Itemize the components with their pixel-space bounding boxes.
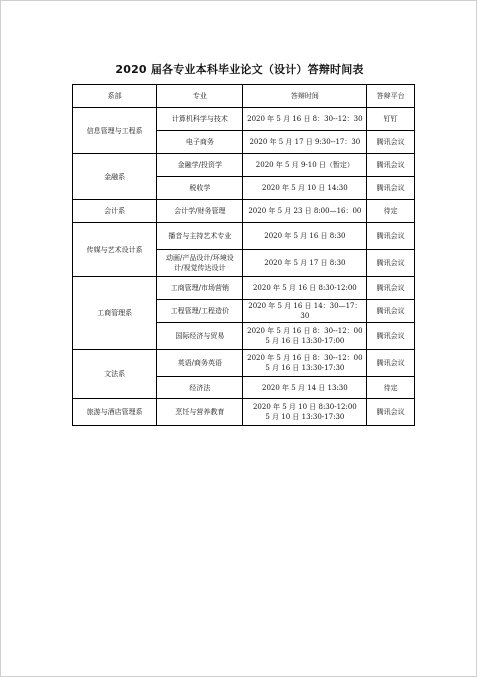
time-cell	[243, 399, 367, 426]
time-line: 2020 年 5 月 10 日 8:30-12:00	[252, 403, 357, 411]
major-line: 计/视觉传达设计	[174, 264, 226, 272]
dept-cell: 文法系	[73, 350, 157, 399]
column-header: 答辩时间	[243, 85, 367, 108]
major-cell: 金融学/投资学	[157, 154, 243, 177]
table-row	[73, 350, 415, 377]
time-cell	[243, 350, 367, 377]
major-cell: 计算机科学与技术	[157, 108, 243, 131]
column-header: 答辩平台	[367, 85, 415, 108]
table-row	[73, 154, 415, 177]
column-header: 专业	[157, 85, 243, 108]
time-cell: 2020 年 5 月 16 日 8：30--12：30	[243, 108, 367, 131]
platform-cell: 腾讯会议	[367, 177, 415, 200]
platform-cell: 腾讯会议	[367, 131, 415, 154]
major-cell: 英语/商务英语	[157, 350, 243, 377]
time-line: 5 月 16 日 13:30-17:30	[265, 364, 345, 372]
table-row	[73, 399, 415, 426]
major-cell: 工商管理/市场营销	[157, 277, 243, 300]
time-cell: 2020 年 5 月 10 日 14:30	[243, 177, 367, 200]
platform-cell: 腾讯会议	[367, 323, 415, 350]
time-line: 5 月 16 日 13:30-17:00	[265, 337, 345, 345]
page-title: 2020 届各专业本科毕业论文（设计）答辩时间表	[115, 63, 364, 76]
dept-cell: 信息管理与工程系	[73, 108, 157, 154]
time-line: 5 月 10 日 13:30-17:30	[265, 413, 345, 421]
time-cell: 2020 年 5 月 14 日 13:30	[243, 377, 367, 399]
major-cell: 工程管理/工程造价	[157, 300, 243, 323]
platform-cell: 腾讯会议	[367, 399, 415, 426]
table-header-row	[73, 85, 415, 108]
dept-cell: 旅游与酒店管理系	[73, 399, 157, 426]
major-cell: 烹饪与营养教育	[157, 399, 243, 426]
major-cell	[157, 250, 243, 277]
major-cell: 电子商务	[157, 131, 243, 154]
table-row	[73, 108, 415, 131]
major-cell: 会计学/财务管理	[157, 200, 243, 223]
schedule-table	[72, 84, 415, 426]
major-cell: 播音与主持艺术专业	[157, 223, 243, 250]
time-line: 2020 年 5 月 16 日 8：30--12：00	[247, 354, 363, 362]
time-cell: 2020 年 5 月 23 日 8:00—16：00	[243, 200, 367, 223]
column-header: 系部	[73, 85, 157, 108]
dept-cell: 金融系	[73, 154, 157, 200]
table-row	[73, 200, 415, 223]
platform-cell: 腾讯会议	[367, 277, 415, 300]
time-cell: 2020 年 5 月 9-10 日（暂定）	[243, 154, 367, 177]
platform-cell: 腾讯会议	[367, 250, 415, 277]
time-cell: 2020 年 5 月 16 日 8:30	[243, 223, 367, 250]
time-line: 2020 年 5 月 16 日 8：30--12：00	[247, 327, 363, 335]
time-cell: 2020 年 5 月 17 日 9:30--17：30	[243, 131, 367, 154]
platform-cell: 待定	[367, 377, 415, 399]
dept-cell: 工商管理系	[73, 277, 157, 350]
time-cell: 2020 年 5 月 17 日 8:30	[243, 250, 367, 277]
platform-cell: 待定	[367, 200, 415, 223]
table-row	[73, 277, 415, 300]
table-row	[73, 223, 415, 250]
dept-cell: 会计系	[73, 200, 157, 223]
major-line: 动画/产品设计/环境设	[165, 254, 234, 262]
major-cell: 经济法	[157, 377, 243, 399]
platform-cell: 钉钉	[367, 108, 415, 131]
dept-cell: 传媒与艺术设计系	[73, 223, 157, 277]
major-cell: 税收学	[157, 177, 243, 200]
time-cell: 2020 年 5 月 16 日 8:30-12:00	[243, 277, 367, 300]
platform-cell: 腾讯会议	[367, 154, 415, 177]
time-cell	[243, 323, 367, 350]
time-cell: 2020 年 5 月 16 日 14：30—17：30	[243, 300, 367, 323]
platform-cell: 腾讯会议	[367, 223, 415, 250]
platform-cell: 腾讯会议	[367, 300, 415, 323]
major-cell: 国际经济与贸易	[157, 323, 243, 350]
platform-cell: 腾讯会议	[367, 350, 415, 377]
